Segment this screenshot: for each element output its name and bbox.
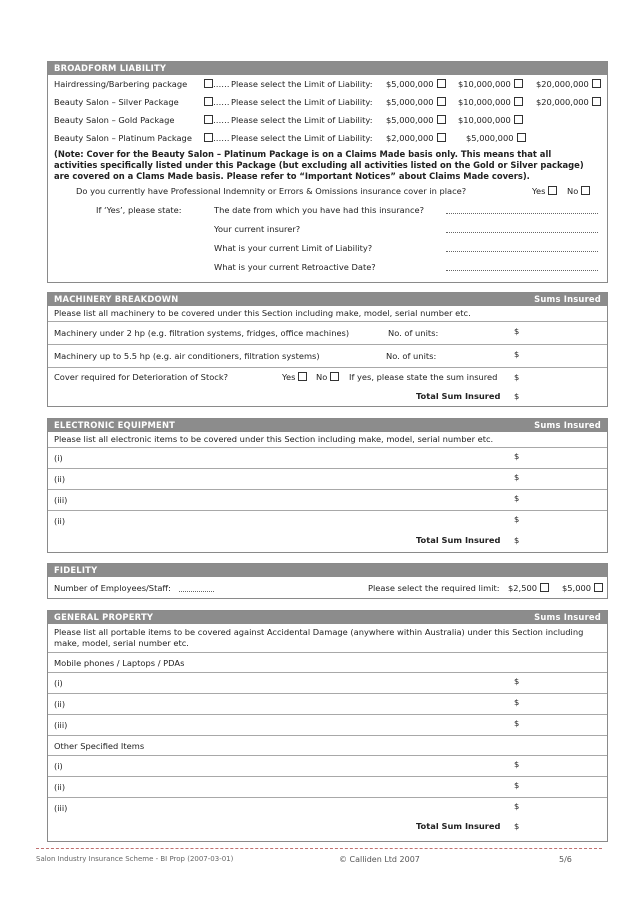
total-dollar[interactable]: $ [514,821,520,831]
sum-dollar[interactable]: $ [514,759,520,769]
limit-5000-checkbox[interactable] [594,583,603,592]
other-items-heading: Other Specified Items [48,735,607,755]
total-dollar[interactable]: $ [514,391,520,401]
sums-insured-label: Sums Insured [534,294,601,304]
limit-checkbox[interactable] [437,79,446,88]
sum-dollar[interactable]: $ [514,451,520,461]
limit-checkbox[interactable] [514,97,523,106]
deterioration-no-checkbox[interactable] [330,372,339,381]
general-header: GENERAL PROPERTY Sums Insured [48,611,607,624]
package-name: Hairdressing/Barbering package [54,79,188,89]
footer-page-number: 5/6 [559,855,572,864]
limit-prompt: Please select the Limit of Liability: [231,79,373,89]
pi-retro-field[interactable] [446,262,598,271]
sum-dollar[interactable]: $ [514,493,520,503]
package-name: Beauty Salon – Platinum Package [54,133,192,143]
total-row: Total Sum Insured $ [416,391,520,401]
machinery-section [47,292,608,407]
sum-dollar[interactable]: $ [514,349,520,359]
fidelity-header: FIDELITY [48,564,607,577]
sum-dollar[interactable]: $ [514,514,520,524]
electronic-item-row: (ii) $ [48,510,607,531]
sum-dollar[interactable]: $ [514,718,520,728]
general-property-section [47,610,608,842]
pi-field-label: Your current insurer? [214,224,301,234]
pi-field-label: The date from which you have had this insurance? [214,205,425,215]
limit-prompt: Please select the Limit of Liability: [231,133,373,143]
mobile-item-row: (ii) $ [48,693,607,714]
page-footer [36,848,602,864]
footer-copyright: © Calliden Ltd 2007 [339,855,420,864]
limit-checkbox[interactable] [514,115,523,124]
limit-checkbox[interactable] [437,97,446,106]
limit-prompt: Please select the Limit of Liability: [231,97,373,107]
sums-insured-label: Sums Insured [534,612,601,622]
electronic-item-row: (ii) $ [48,468,607,489]
claims-made-note: (Note: Cover for the Beauty Salon – Platinum Package is on a Claims Made basis only. This means that all activities specifically listed under this Package (but excluding all activities listed on the Gold or Silver package) are covered on a Clams Made basis. Please refer to “Important Notices” about Claims Made covers). [54,149,584,181]
limit-prompt: Please select the Limit of Liability: [231,115,373,125]
pi-field-label: What is your current Limit of Liability? [214,243,373,253]
total-dollar[interactable]: $ [514,535,520,545]
deterioration-yes-checkbox[interactable] [298,372,307,381]
other-item-row: (ii) $ [48,776,607,797]
pi-question: Do you currently have Professional Indemnity or Errors & Omissions insurance cover in place? [76,186,467,196]
package-checkbox[interactable] [204,133,213,142]
package-checkbox[interactable] [204,115,213,124]
pi-limit-field[interactable] [446,243,598,252]
limit-2500-checkbox[interactable] [540,583,549,592]
package-row-platinum: Beauty Salon – Platinum Package …… Please select the Limit of Liability: $2,000,000 $5,000,000 [48,129,607,147]
pi-insurer-field[interactable] [446,224,598,233]
broadform-title: BROADFORM LIABILITY [54,63,167,73]
package-row-gold: Beauty Salon – Gold Package …… Please select the Limit of Liability: $5,000,000 $10,000,000 [48,111,607,129]
sum-dollar[interactable]: $ [514,697,520,707]
total-row: Total Sum Insured $ [416,821,520,831]
limit-checkbox[interactable] [592,79,601,88]
machinery-header: MACHINERY BREAKDOWN Sums Insured [48,293,607,306]
package-name: Beauty Salon – Silver Package [54,97,179,107]
sum-dollar[interactable]: $ [514,676,520,686]
pi-no-checkbox[interactable] [581,186,590,195]
total-row: Total Sum Insured $ [416,535,520,545]
package-checkbox[interactable] [204,79,213,88]
machinery-row: Machinery under 2 hp (e.g. filtration systems, fridges, office machines) No. of units: $ [48,321,607,344]
package-row-hairdressing: Hairdressing/Barbering package …… Please select the Limit of Liability: $5,000,000 $10,000,000 $20,000,000 [48,75,607,93]
pi-field-label: What is your current Retroactive Date? [214,262,376,272]
limit-checkbox[interactable] [592,97,601,106]
package-row-silver: Beauty Salon – Silver Package …… Please select the Limit of Liability: $5,000,000 $10,000,000 $20,000,000 [48,93,607,111]
sum-dollar[interactable]: $ [514,801,520,811]
sum-dollar[interactable]: $ [514,372,520,382]
other-item-row: (iii) $ [48,797,607,818]
employees-field[interactable] [179,583,214,592]
general-instructions: Please list all portable items to be covered against Accidental Damage (anywhere within Australia) under this Section including make, model, serial number etc. [54,627,584,648]
broadform-liability-section [47,61,608,283]
electronic-instructions: Please list all electronic items to be covered under this Section including make, model, serial number etc. [54,434,494,444]
package-name: Beauty Salon – Gold Package [54,115,175,125]
footer-scheme: Salon Industry Insurance Scheme - BI Prop (2007-03-01) [36,855,234,863]
fidelity-row: Number of Employees/Staff: Please select the required limit: $2,500 $5,000 [48,577,607,598]
package-checkbox[interactable] [204,97,213,106]
limit-checkbox[interactable] [514,79,523,88]
machinery-instructions: Please list all machinery to be covered under this Section including make, model, serial number etc. [54,308,471,318]
electronic-item-row: (i) $ [48,447,607,468]
mobile-heading: Mobile phones / Laptops / PDAs [48,652,607,672]
pi-question-row: Do you currently have Professional Indemnity or Errors & Omissions insurance cover in place? Yes No [48,183,607,201]
deterioration-row: Cover required for Deterioration of Stock? Yes No If yes, please state the sum insured $ [48,367,607,387]
pi-details [48,201,607,279]
limit-checkbox[interactable] [437,133,446,142]
limit-checkbox[interactable] [437,115,446,124]
sum-dollar[interactable]: $ [514,472,520,482]
sum-dollar[interactable]: $ [514,780,520,790]
electronic-item-row: (iii) $ [48,489,607,510]
mobile-item-row: (iii) $ [48,714,607,735]
machinery-row: Machinery up to 5.5 hp (e.g. air conditioners, filtration systems) No. of units: $ [48,344,607,367]
mobile-item-row: (i) $ [48,672,607,693]
pi-date-field[interactable] [446,205,598,214]
electronic-section [47,418,608,553]
fidelity-section [47,563,608,599]
if-yes-label: If ‘Yes’, please state: [96,205,182,215]
other-item-row: (i) $ [48,755,607,776]
sum-dollar[interactable]: $ [514,326,520,336]
limit-checkbox[interactable] [517,133,526,142]
broadform-header [48,62,607,75]
sums-insured-label: Sums Insured [534,420,601,430]
electronic-header: ELECTRONIC EQUIPMENT Sums Insured [48,419,607,432]
pi-yes-checkbox[interactable] [548,186,557,195]
